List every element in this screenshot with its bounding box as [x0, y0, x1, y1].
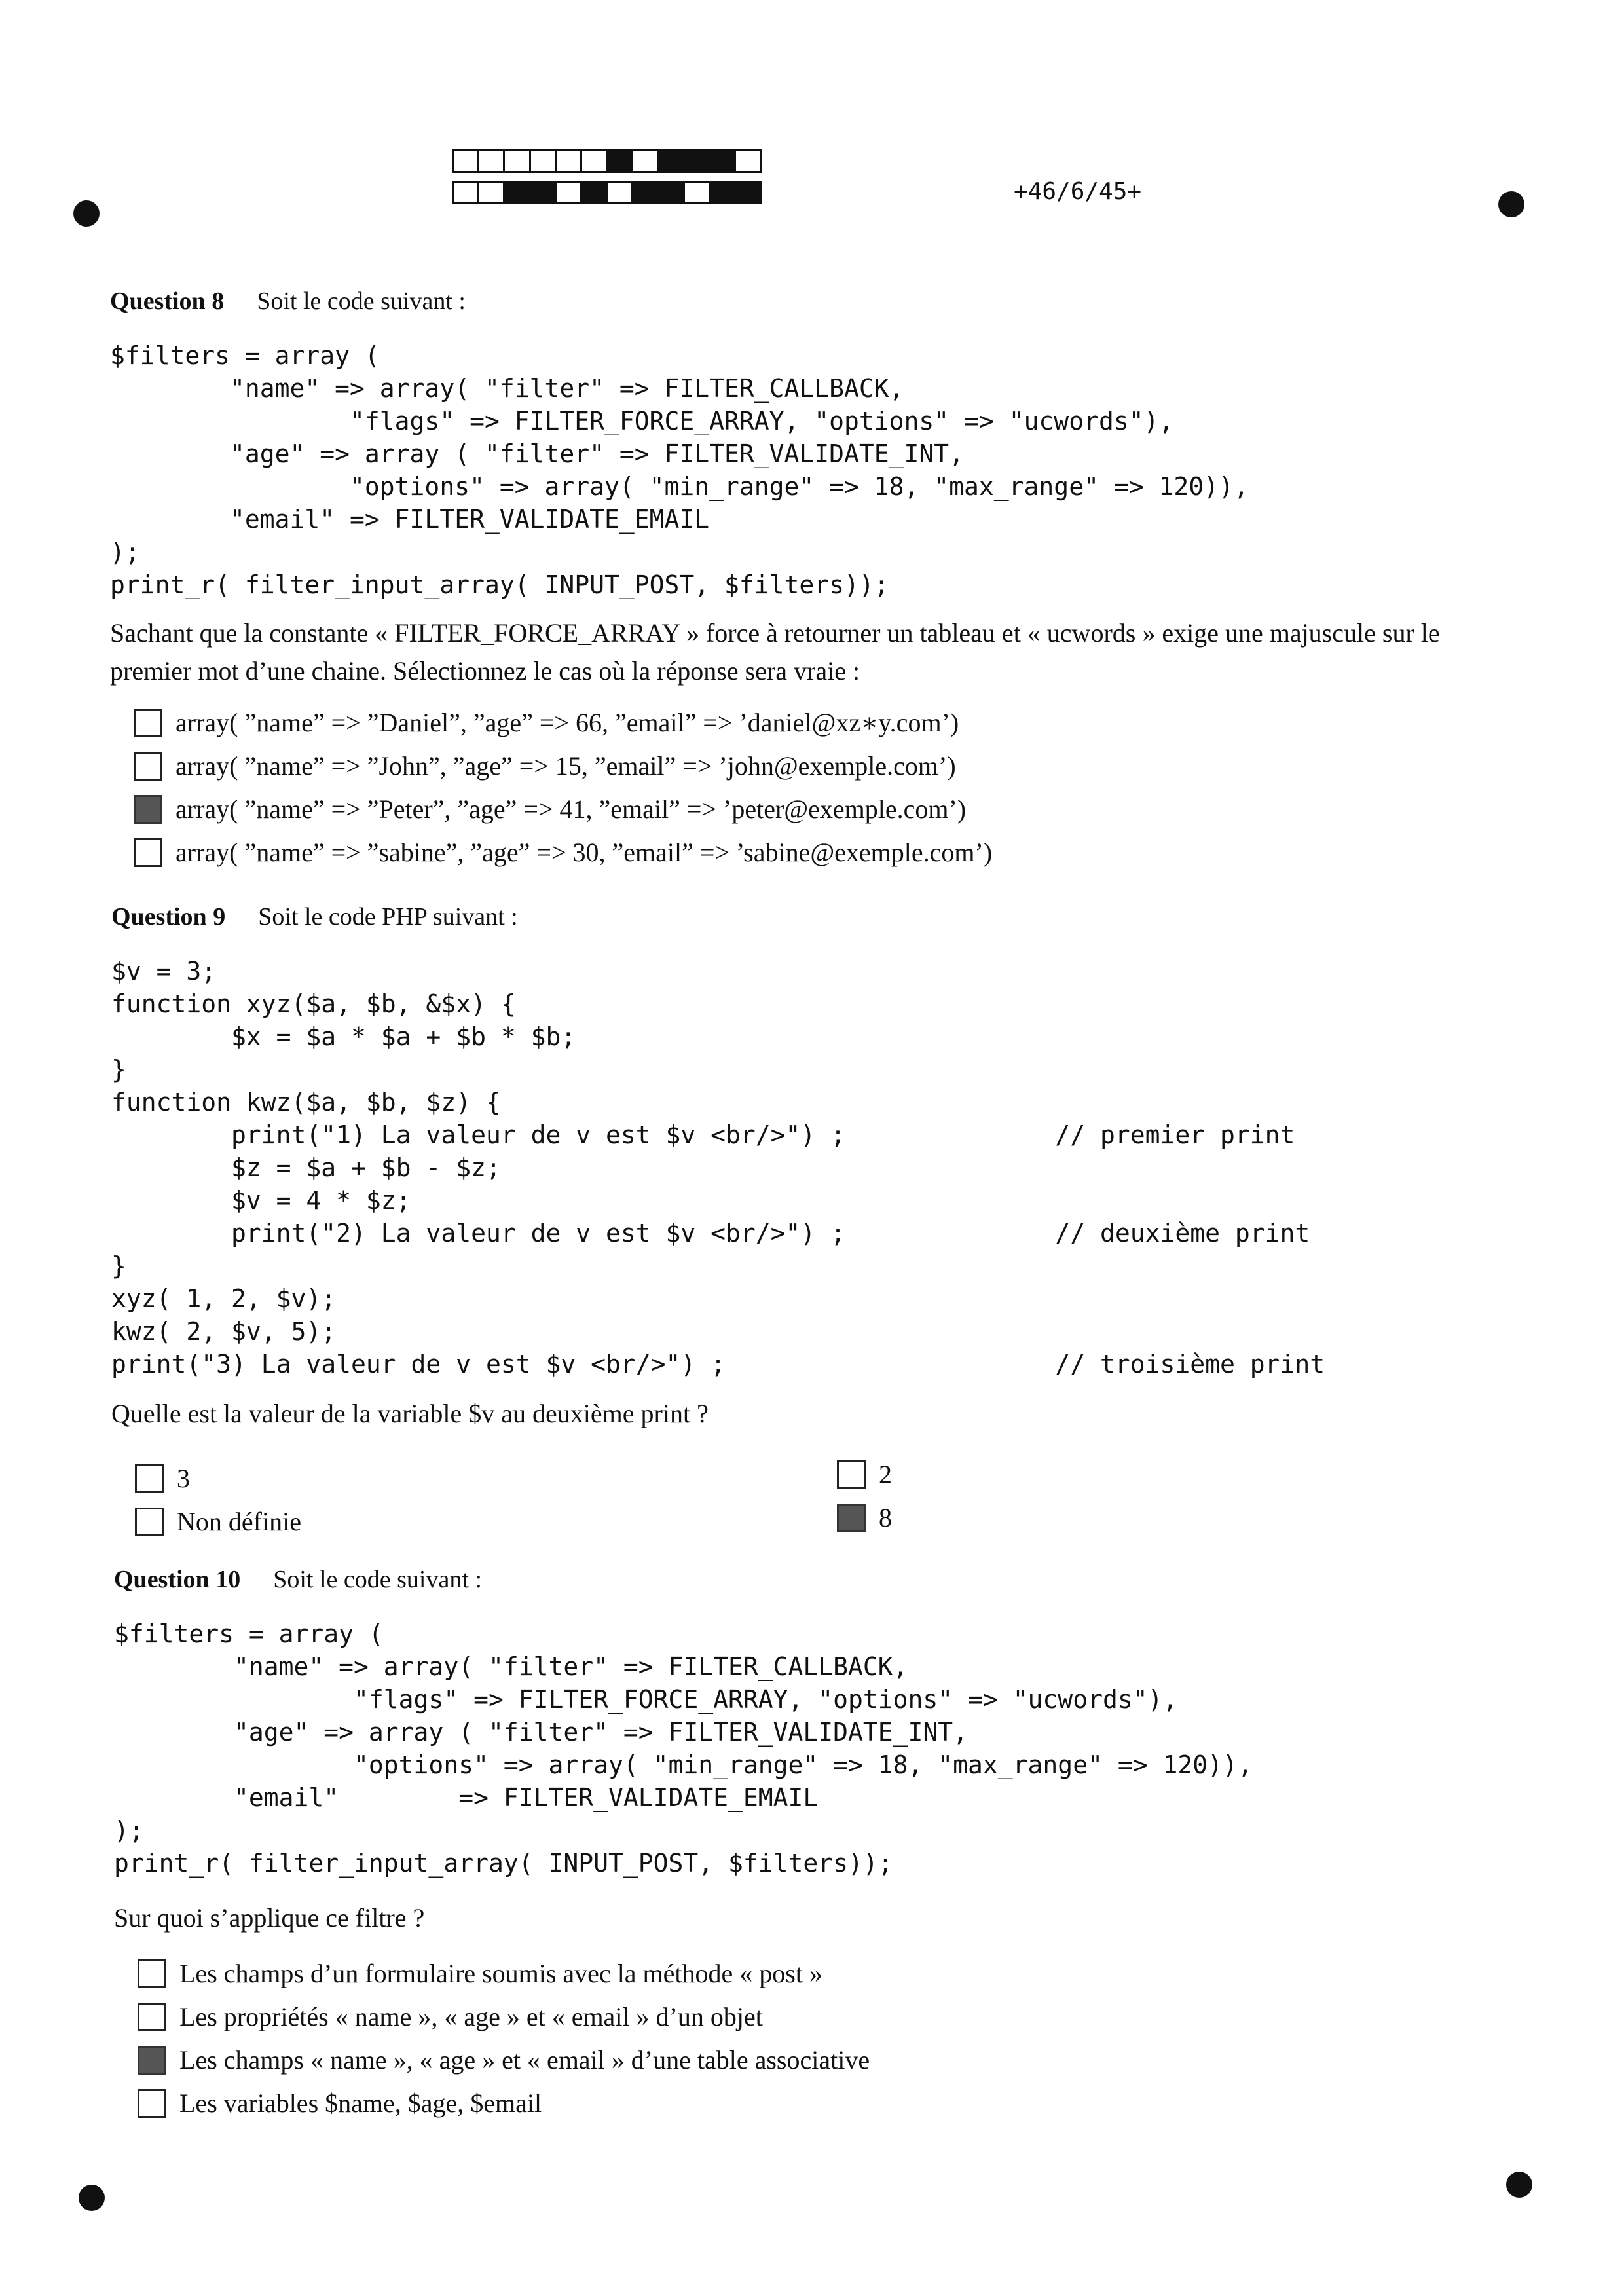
barcode-cell: [734, 149, 762, 173]
registration-mark-bottom-left: [79, 2185, 105, 2211]
barcode-cell: [529, 149, 557, 173]
question-8-number: Question 8: [110, 287, 225, 315]
question-10-question: Sur quoi s’applique ce filtre ?: [114, 1903, 425, 1933]
q9-option-3[interactable]: [135, 1463, 190, 1494]
checkbox[interactable]: [138, 2089, 166, 2118]
checkbox[interactable]: [135, 1508, 164, 1536]
question-8-code: $filters = array ( "name" => array( "filter" => FILTER_CALLBACK, "flags" => FILTER_FORCE_ARRAY, "options" => "ucwords"), "age" => array ( "filter" => FILTER_VALIDATE_INT, "options" => array( "min_range" => 18, "max_range" => 120)), "email" => FILTER_VALIDATE_EMAIL ); print_r( filter_input_array( INPUT_POST, $filters));: [110, 341, 1249, 599]
barcode-cell: [657, 181, 684, 204]
question-9-header: [111, 902, 518, 931]
q10-option-1[interactable]: [138, 1958, 822, 1989]
barcode-cell: [580, 181, 608, 204]
barcode-cell: [631, 149, 659, 173]
barcode-cell: [734, 181, 762, 204]
q8-option-3[interactable]: [134, 794, 966, 824]
question-10-code: $filters = array ( "name" => array( "filter" => FILTER_CALLBACK, "flags" => FILTER_FORCE_ARRAY, "options" => "ucwords"), "age" => array ( "filter" => FILTER_VALIDATE_INT, "options" => array( "min_range" => 18, "max_range" => 120)), "email" => FILTER_VALIDATE_EMAIL ); print_r( filter_input_array( INPUT_POST, $filters));: [114, 1620, 1253, 1878]
checkbox[interactable]: [837, 1504, 866, 1532]
barcode-cell: [503, 149, 530, 173]
checkbox[interactable]: [134, 752, 162, 781]
barcode-row-bottom: [452, 181, 760, 204]
q10-option-4[interactable]: [138, 2088, 542, 2119]
q8-option-1[interactable]: [134, 707, 959, 738]
question-8-intro: Soit le code suivant :: [257, 287, 466, 315]
checkbox[interactable]: [138, 1959, 166, 1988]
q9-option-8[interactable]: [837, 1502, 892, 1533]
option-label: 8: [879, 1503, 892, 1532]
barcode-cell: [709, 149, 736, 173]
question-9-question: Quelle est la valeur de la variable $v au deuxième print ?: [111, 1399, 709, 1428]
question-8-header: [110, 287, 466, 316]
checkbox[interactable]: [837, 1460, 866, 1489]
q9-option-non-definie[interactable]: [135, 1506, 301, 1537]
barcode-cell: [683, 149, 710, 173]
barcode-cell: [477, 181, 505, 204]
barcode-cell: [606, 181, 633, 204]
question-10-number: Question 10: [114, 1566, 241, 1593]
barcode-cell: [452, 149, 479, 173]
registration-mark-bottom-right: [1506, 2172, 1532, 2198]
q8-option-4[interactable]: [134, 837, 992, 868]
option-label: Non définie: [177, 1507, 301, 1536]
registration-mark-top-right: [1498, 191, 1524, 217]
checkbox[interactable]: [135, 1464, 164, 1493]
q10-option-2[interactable]: [138, 2001, 763, 2032]
option-label: 2: [879, 1460, 892, 1489]
checkbox[interactable]: [138, 2046, 166, 2075]
q10-option-3[interactable]: [138, 2045, 870, 2075]
option-label: array( ”name” => ”sabine”, ”age” => 30, ”email” => ’sabine@exemple.com’): [175, 838, 993, 867]
question-8-text: Sachant que la constante « FILTER_FORCE_ARRAY » force à retourner un tableau et « ucwords » exige une majuscule sur le premier mot d’une chaine. Sélectionnez le cas où la réponse sera vraie :: [110, 618, 1440, 686]
option-label: 3: [177, 1464, 190, 1493]
option-label: Les variables $name, $age, $email: [179, 2088, 542, 2118]
barcode-cell: [503, 181, 530, 204]
barcode-cell: [529, 181, 557, 204]
barcode-cell: [477, 149, 505, 173]
option-label: array( ”name” => ”Peter”, ”age” => 41, ”email” => ’peter@exemple.com’): [175, 794, 967, 824]
option-label: Les champs d’un formulaire soumis avec la méthode « post »: [179, 1959, 822, 1988]
question-10-intro: Soit le code suivant :: [273, 1566, 482, 1593]
barcode-cell: [555, 181, 582, 204]
checkbox[interactable]: [134, 838, 162, 867]
checkbox[interactable]: [134, 709, 162, 737]
barcode-row-top: [452, 149, 760, 173]
question-9-intro: Soit le code PHP suivant :: [258, 903, 518, 931]
question-9-code: $v = 3; function xyz($a, $b, &$x) { $x = $a * $a + $b * $b; } function kwz($a, $b, $z) { print("1) La valeur de v est $v <br/>") ; // premier print $z = $a + $b - $z; $v = 4 * $z; print("2) La valeur de v est $v <br/>") ; // deuxième print } xyz( 1, 2, $v); kwz( 2, $v, 5); print("3) La valeur de v est $v <br/>") ; // troisième print: [111, 957, 1325, 1379]
barcode-cell: [709, 181, 736, 204]
barcode-cell: [683, 181, 710, 204]
barcode-cell: [452, 181, 479, 204]
barcode-cell: [606, 149, 633, 173]
question-9-number: Question 9: [111, 903, 226, 931]
barcode-cell: [580, 149, 608, 173]
checkbox[interactable]: [138, 2003, 166, 2031]
checkbox[interactable]: [134, 795, 162, 824]
option-label: array( ”name” => ”Daniel”, ”age” => 66, ”email” => ’daniel@xz∗y.com’): [175, 708, 959, 737]
barcode-cell: [555, 149, 582, 173]
registration-mark-top-left: [73, 200, 100, 227]
q9-option-2[interactable]: [837, 1459, 892, 1490]
page-code: +46/6/45+: [1014, 178, 1142, 205]
barcode-cell: [631, 181, 659, 204]
option-label: Les propriétés « name », « age » et « email » d’un objet: [179, 2002, 763, 2031]
barcode-cell: [657, 149, 684, 173]
option-label: Les champs « name », « age » et « email » d’une table associative: [179, 2045, 870, 2075]
q8-option-2[interactable]: [134, 750, 956, 781]
option-label: array( ”name” => ”John”, ”age” => 15, ”email” => ’john@exemple.com’): [175, 751, 956, 781]
question-10-header: [114, 1565, 482, 1594]
